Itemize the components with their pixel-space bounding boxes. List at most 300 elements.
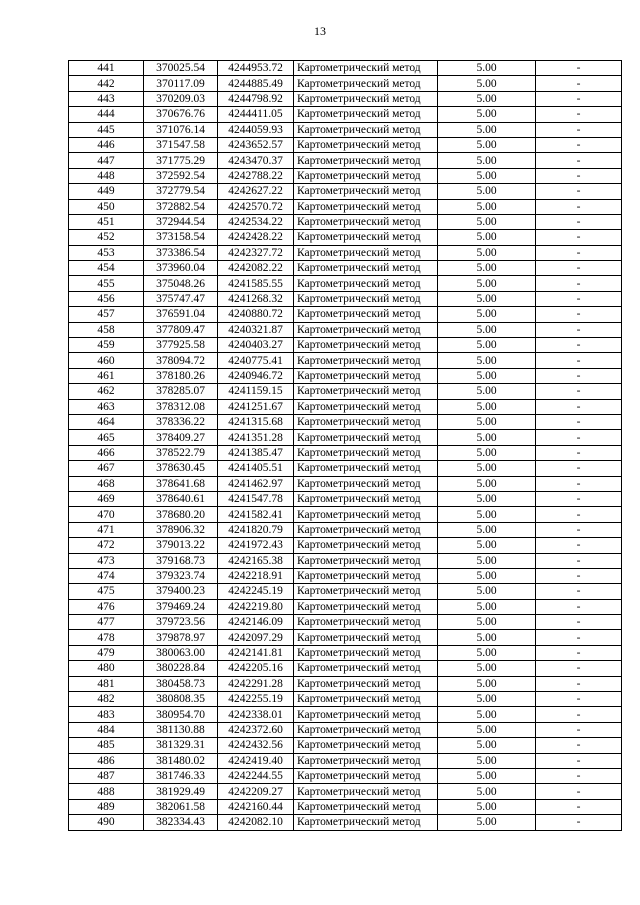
method-cell: Картометрический метод bbox=[294, 568, 438, 583]
description-cell: - bbox=[536, 599, 622, 614]
table-row bbox=[69, 384, 622, 399]
x-coordinate-cell: 378180.26 bbox=[144, 368, 218, 383]
description-cell: - bbox=[536, 707, 622, 722]
point-number-cell: 461 bbox=[69, 368, 144, 383]
table-row bbox=[69, 338, 622, 353]
accuracy-cell: 5.00 bbox=[438, 815, 536, 830]
x-coordinate-cell: 379323.74 bbox=[144, 568, 218, 583]
y-coordinate-cell: 4242419.40 bbox=[218, 753, 294, 768]
x-coordinate-cell: 380063.00 bbox=[144, 645, 218, 660]
method-cell: Картометрический метод bbox=[294, 553, 438, 568]
accuracy-cell: 5.00 bbox=[438, 91, 536, 106]
y-coordinate-cell: 4242255.19 bbox=[218, 692, 294, 707]
table-row bbox=[69, 399, 622, 414]
table-row bbox=[69, 738, 622, 753]
point-number-cell: 458 bbox=[69, 322, 144, 337]
description-cell: - bbox=[536, 815, 622, 830]
accuracy-cell: 5.00 bbox=[438, 291, 536, 306]
y-coordinate-cell: 4242570.72 bbox=[218, 199, 294, 214]
y-coordinate-cell: 4241820.79 bbox=[218, 522, 294, 537]
x-coordinate-cell: 382334.43 bbox=[144, 815, 218, 830]
description-cell: - bbox=[536, 338, 622, 353]
method-cell: Картометрический метод bbox=[294, 738, 438, 753]
y-coordinate-cell: 4244885.49 bbox=[218, 76, 294, 91]
point-number-cell: 441 bbox=[69, 61, 144, 76]
description-cell: - bbox=[536, 137, 622, 152]
y-coordinate-cell: 4242205.16 bbox=[218, 661, 294, 676]
description-cell: - bbox=[536, 322, 622, 337]
x-coordinate-cell: 372882.54 bbox=[144, 199, 218, 214]
method-cell: Картометрический метод bbox=[294, 153, 438, 168]
method-cell: Картометрический метод bbox=[294, 722, 438, 737]
table-row bbox=[69, 91, 622, 106]
table-row bbox=[69, 768, 622, 783]
point-number-cell: 472 bbox=[69, 538, 144, 553]
description-cell: - bbox=[536, 230, 622, 245]
y-coordinate-cell: 4240946.72 bbox=[218, 368, 294, 383]
table-row bbox=[69, 538, 622, 553]
table-row bbox=[69, 291, 622, 306]
accuracy-cell: 5.00 bbox=[438, 461, 536, 476]
table-row bbox=[69, 507, 622, 522]
accuracy-cell: 5.00 bbox=[438, 538, 536, 553]
y-coordinate-cell: 4242338.01 bbox=[218, 707, 294, 722]
x-coordinate-cell: 370117.09 bbox=[144, 76, 218, 91]
description-cell: - bbox=[536, 676, 622, 691]
x-coordinate-cell: 381480.02 bbox=[144, 753, 218, 768]
accuracy-cell: 5.00 bbox=[438, 584, 536, 599]
x-coordinate-cell: 376591.04 bbox=[144, 307, 218, 322]
description-cell: - bbox=[536, 615, 622, 630]
accuracy-cell: 5.00 bbox=[438, 738, 536, 753]
table-row bbox=[69, 676, 622, 691]
x-coordinate-cell: 378522.79 bbox=[144, 445, 218, 460]
accuracy-cell: 5.00 bbox=[438, 568, 536, 583]
description-cell: - bbox=[536, 753, 622, 768]
point-number-cell: 465 bbox=[69, 430, 144, 445]
table-row bbox=[69, 61, 622, 76]
y-coordinate-cell: 4244798.92 bbox=[218, 91, 294, 106]
description-cell: - bbox=[536, 768, 622, 783]
accuracy-cell: 5.00 bbox=[438, 676, 536, 691]
table-row bbox=[69, 815, 622, 830]
accuracy-cell: 5.00 bbox=[438, 245, 536, 260]
x-coordinate-cell: 379469.24 bbox=[144, 599, 218, 614]
method-cell: Картометрический метод bbox=[294, 430, 438, 445]
table-row bbox=[69, 584, 622, 599]
table-row bbox=[69, 353, 622, 368]
x-coordinate-cell: 380954.70 bbox=[144, 707, 218, 722]
accuracy-cell: 5.00 bbox=[438, 368, 536, 383]
description-cell: - bbox=[536, 76, 622, 91]
accuracy-cell: 5.00 bbox=[438, 722, 536, 737]
accuracy-cell: 5.00 bbox=[438, 753, 536, 768]
table-row bbox=[69, 199, 622, 214]
accuracy-cell: 5.00 bbox=[438, 507, 536, 522]
description-cell: - bbox=[536, 214, 622, 229]
y-coordinate-cell: 4242627.22 bbox=[218, 184, 294, 199]
accuracy-cell: 5.00 bbox=[438, 168, 536, 183]
x-coordinate-cell: 378906.32 bbox=[144, 522, 218, 537]
y-coordinate-cell: 4241351.28 bbox=[218, 430, 294, 445]
x-coordinate-cell: 379878.97 bbox=[144, 630, 218, 645]
table-row bbox=[69, 368, 622, 383]
method-cell: Картометрический метод bbox=[294, 384, 438, 399]
y-coordinate-cell: 4241405.51 bbox=[218, 461, 294, 476]
x-coordinate-cell: 372779.54 bbox=[144, 184, 218, 199]
accuracy-cell: 5.00 bbox=[438, 184, 536, 199]
method-cell: Картометрический метод bbox=[294, 322, 438, 337]
y-coordinate-cell: 4242097.29 bbox=[218, 630, 294, 645]
description-cell: - bbox=[536, 645, 622, 660]
table-row bbox=[69, 168, 622, 183]
y-coordinate-cell: 4242788.22 bbox=[218, 168, 294, 183]
y-coordinate-cell: 4241547.78 bbox=[218, 491, 294, 506]
point-number-cell: 470 bbox=[69, 507, 144, 522]
description-cell: - bbox=[536, 538, 622, 553]
table-row bbox=[69, 661, 622, 676]
table-row bbox=[69, 476, 622, 491]
x-coordinate-cell: 380228.84 bbox=[144, 661, 218, 676]
method-cell: Картометрический метод bbox=[294, 184, 438, 199]
method-cell: Картометрический метод bbox=[294, 199, 438, 214]
x-coordinate-cell: 372944.54 bbox=[144, 214, 218, 229]
y-coordinate-cell: 4242146.09 bbox=[218, 615, 294, 630]
description-cell: - bbox=[536, 368, 622, 383]
accuracy-cell: 5.00 bbox=[438, 445, 536, 460]
point-number-cell: 446 bbox=[69, 137, 144, 152]
accuracy-cell: 5.00 bbox=[438, 338, 536, 353]
y-coordinate-cell: 4242244.55 bbox=[218, 768, 294, 783]
point-number-cell: 451 bbox=[69, 214, 144, 229]
x-coordinate-cell: 379723.56 bbox=[144, 615, 218, 630]
x-coordinate-cell: 379400.23 bbox=[144, 584, 218, 599]
coordinates-table-body bbox=[69, 61, 622, 831]
table-row bbox=[69, 414, 622, 429]
method-cell: Картометрический метод bbox=[294, 107, 438, 122]
method-cell: Картометрический метод bbox=[294, 414, 438, 429]
point-number-cell: 471 bbox=[69, 522, 144, 537]
y-coordinate-cell: 4241159.15 bbox=[218, 384, 294, 399]
y-coordinate-cell: 4242218.91 bbox=[218, 568, 294, 583]
table-row bbox=[69, 76, 622, 91]
point-number-cell: 459 bbox=[69, 338, 144, 353]
y-coordinate-cell: 4241585.55 bbox=[218, 276, 294, 291]
y-coordinate-cell: 4241582.41 bbox=[218, 507, 294, 522]
description-cell: - bbox=[536, 507, 622, 522]
description-cell: - bbox=[536, 461, 622, 476]
y-coordinate-cell: 4241385.47 bbox=[218, 445, 294, 460]
description-cell: - bbox=[536, 276, 622, 291]
accuracy-cell: 5.00 bbox=[438, 384, 536, 399]
description-cell: - bbox=[536, 692, 622, 707]
accuracy-cell: 5.00 bbox=[438, 199, 536, 214]
x-coordinate-cell: 380458.73 bbox=[144, 676, 218, 691]
table-row bbox=[69, 461, 622, 476]
accuracy-cell: 5.00 bbox=[438, 630, 536, 645]
description-cell: - bbox=[536, 261, 622, 276]
y-coordinate-cell: 4240321.87 bbox=[218, 322, 294, 337]
method-cell: Картометрический метод bbox=[294, 522, 438, 537]
accuracy-cell: 5.00 bbox=[438, 645, 536, 660]
description-cell: - bbox=[536, 584, 622, 599]
table-row bbox=[69, 615, 622, 630]
table-row bbox=[69, 707, 622, 722]
description-cell: - bbox=[536, 61, 622, 76]
y-coordinate-cell: 4241462.97 bbox=[218, 476, 294, 491]
point-number-cell: 482 bbox=[69, 692, 144, 707]
accuracy-cell: 5.00 bbox=[438, 707, 536, 722]
description-cell: - bbox=[536, 399, 622, 414]
point-number-cell: 481 bbox=[69, 676, 144, 691]
table-row bbox=[69, 122, 622, 137]
point-number-cell: 476 bbox=[69, 599, 144, 614]
point-number-cell: 478 bbox=[69, 630, 144, 645]
table-row bbox=[69, 184, 622, 199]
method-cell: Картометрический метод bbox=[294, 753, 438, 768]
method-cell: Картометрический метод bbox=[294, 338, 438, 353]
accuracy-cell: 5.00 bbox=[438, 230, 536, 245]
point-number-cell: 467 bbox=[69, 461, 144, 476]
x-coordinate-cell: 381130.88 bbox=[144, 722, 218, 737]
method-cell: Картометрический метод bbox=[294, 291, 438, 306]
accuracy-cell: 5.00 bbox=[438, 784, 536, 799]
method-cell: Картометрический метод bbox=[294, 507, 438, 522]
point-number-cell: 445 bbox=[69, 122, 144, 137]
table-row bbox=[69, 491, 622, 506]
table-row bbox=[69, 568, 622, 583]
table-row bbox=[69, 322, 622, 337]
y-coordinate-cell: 4242327.72 bbox=[218, 245, 294, 260]
table-row bbox=[69, 645, 622, 660]
description-cell: - bbox=[536, 445, 622, 460]
description-cell: - bbox=[536, 661, 622, 676]
point-number-cell: 463 bbox=[69, 399, 144, 414]
y-coordinate-cell: 4242291.28 bbox=[218, 676, 294, 691]
y-coordinate-cell: 4241268.32 bbox=[218, 291, 294, 306]
x-coordinate-cell: 373386.54 bbox=[144, 245, 218, 260]
method-cell: Картометрический метод bbox=[294, 214, 438, 229]
table-row bbox=[69, 722, 622, 737]
description-cell: - bbox=[536, 630, 622, 645]
point-number-cell: 460 bbox=[69, 353, 144, 368]
accuracy-cell: 5.00 bbox=[438, 276, 536, 291]
accuracy-cell: 5.00 bbox=[438, 799, 536, 814]
accuracy-cell: 5.00 bbox=[438, 153, 536, 168]
y-coordinate-cell: 4242082.22 bbox=[218, 261, 294, 276]
method-cell: Картометрический метод bbox=[294, 230, 438, 245]
y-coordinate-cell: 4243652.57 bbox=[218, 137, 294, 152]
x-coordinate-cell: 378094.72 bbox=[144, 353, 218, 368]
method-cell: Картометрический метод bbox=[294, 768, 438, 783]
accuracy-cell: 5.00 bbox=[438, 553, 536, 568]
accuracy-cell: 5.00 bbox=[438, 491, 536, 506]
accuracy-cell: 5.00 bbox=[438, 322, 536, 337]
point-number-cell: 443 bbox=[69, 91, 144, 106]
y-coordinate-cell: 4244411.05 bbox=[218, 107, 294, 122]
point-number-cell: 450 bbox=[69, 199, 144, 214]
method-cell: Картометрический метод bbox=[294, 599, 438, 614]
point-number-cell: 442 bbox=[69, 76, 144, 91]
x-coordinate-cell: 378680.20 bbox=[144, 507, 218, 522]
method-cell: Картометрический метод bbox=[294, 476, 438, 491]
method-cell: Картометрический метод bbox=[294, 353, 438, 368]
table-row bbox=[69, 692, 622, 707]
x-coordinate-cell: 371076.14 bbox=[144, 122, 218, 137]
description-cell: - bbox=[536, 91, 622, 106]
x-coordinate-cell: 377809.47 bbox=[144, 322, 218, 337]
description-cell: - bbox=[536, 414, 622, 429]
method-cell: Картометрический метод bbox=[294, 461, 438, 476]
y-coordinate-cell: 4242141.81 bbox=[218, 645, 294, 660]
y-coordinate-cell: 4242165.38 bbox=[218, 553, 294, 568]
x-coordinate-cell: 381746.33 bbox=[144, 768, 218, 783]
method-cell: Картометрический метод bbox=[294, 645, 438, 660]
point-number-cell: 474 bbox=[69, 568, 144, 583]
table-row bbox=[69, 599, 622, 614]
y-coordinate-cell: 4242534.22 bbox=[218, 214, 294, 229]
point-number-cell: 453 bbox=[69, 245, 144, 260]
description-cell: - bbox=[536, 476, 622, 491]
accuracy-cell: 5.00 bbox=[438, 61, 536, 76]
page-number: 13 bbox=[314, 24, 326, 38]
point-number-cell: 454 bbox=[69, 261, 144, 276]
y-coordinate-cell: 4243470.37 bbox=[218, 153, 294, 168]
description-cell: - bbox=[536, 245, 622, 260]
point-number-cell: 462 bbox=[69, 384, 144, 399]
point-number-cell: 490 bbox=[69, 815, 144, 830]
method-cell: Картометрический метод bbox=[294, 368, 438, 383]
point-number-cell: 448 bbox=[69, 168, 144, 183]
table-row bbox=[69, 522, 622, 537]
description-cell: - bbox=[536, 568, 622, 583]
table-row bbox=[69, 137, 622, 152]
description-cell: - bbox=[536, 491, 622, 506]
table-row bbox=[69, 230, 622, 245]
accuracy-cell: 5.00 bbox=[438, 661, 536, 676]
y-coordinate-cell: 4242428.22 bbox=[218, 230, 294, 245]
x-coordinate-cell: 380808.35 bbox=[144, 692, 218, 707]
accuracy-cell: 5.00 bbox=[438, 122, 536, 137]
method-cell: Картометрический метод bbox=[294, 615, 438, 630]
y-coordinate-cell: 4240880.72 bbox=[218, 307, 294, 322]
description-cell: - bbox=[536, 153, 622, 168]
description-cell: - bbox=[536, 107, 622, 122]
y-coordinate-cell: 4242372.60 bbox=[218, 722, 294, 737]
x-coordinate-cell: 379168.73 bbox=[144, 553, 218, 568]
y-coordinate-cell: 4242432.56 bbox=[218, 738, 294, 753]
accuracy-cell: 5.00 bbox=[438, 615, 536, 630]
accuracy-cell: 5.00 bbox=[438, 414, 536, 429]
accuracy-cell: 5.00 bbox=[438, 214, 536, 229]
x-coordinate-cell: 378630.45 bbox=[144, 461, 218, 476]
point-number-cell: 468 bbox=[69, 476, 144, 491]
accuracy-cell: 5.00 bbox=[438, 76, 536, 91]
y-coordinate-cell: 4242082.10 bbox=[218, 815, 294, 830]
x-coordinate-cell: 379013.22 bbox=[144, 538, 218, 553]
y-coordinate-cell: 4241251.67 bbox=[218, 399, 294, 414]
table-row bbox=[69, 445, 622, 460]
point-number-cell: 485 bbox=[69, 738, 144, 753]
x-coordinate-cell: 382061.58 bbox=[144, 799, 218, 814]
x-coordinate-cell: 378285.07 bbox=[144, 384, 218, 399]
table-row bbox=[69, 430, 622, 445]
method-cell: Картометрический метод bbox=[294, 692, 438, 707]
method-cell: Картометрический метод bbox=[294, 707, 438, 722]
point-number-cell: 484 bbox=[69, 722, 144, 737]
point-number-cell: 469 bbox=[69, 491, 144, 506]
point-number-cell: 456 bbox=[69, 291, 144, 306]
y-coordinate-cell: 4240403.27 bbox=[218, 338, 294, 353]
method-cell: Картометрический метод bbox=[294, 245, 438, 260]
description-cell: - bbox=[536, 307, 622, 322]
method-cell: Картометрический метод bbox=[294, 676, 438, 691]
accuracy-cell: 5.00 bbox=[438, 307, 536, 322]
method-cell: Картометрический метод bbox=[294, 491, 438, 506]
accuracy-cell: 5.00 bbox=[438, 261, 536, 276]
y-coordinate-cell: 4241315.68 bbox=[218, 414, 294, 429]
y-coordinate-cell: 4240775.41 bbox=[218, 353, 294, 368]
table-row bbox=[69, 107, 622, 122]
point-number-cell: 479 bbox=[69, 645, 144, 660]
accuracy-cell: 5.00 bbox=[438, 476, 536, 491]
accuracy-cell: 5.00 bbox=[438, 522, 536, 537]
accuracy-cell: 5.00 bbox=[438, 692, 536, 707]
point-number-cell: 489 bbox=[69, 799, 144, 814]
y-coordinate-cell: 4244059.93 bbox=[218, 122, 294, 137]
description-cell: - bbox=[536, 799, 622, 814]
x-coordinate-cell: 378641.68 bbox=[144, 476, 218, 491]
x-coordinate-cell: 372592.54 bbox=[144, 168, 218, 183]
description-cell: - bbox=[536, 168, 622, 183]
accuracy-cell: 5.00 bbox=[438, 399, 536, 414]
accuracy-cell: 5.00 bbox=[438, 430, 536, 445]
table-row bbox=[69, 630, 622, 645]
y-coordinate-cell: 4242209.27 bbox=[218, 784, 294, 799]
x-coordinate-cell: 370676.76 bbox=[144, 107, 218, 122]
method-cell: Картометрический метод bbox=[294, 661, 438, 676]
method-cell: Картометрический метод bbox=[294, 76, 438, 91]
accuracy-cell: 5.00 bbox=[438, 768, 536, 783]
y-coordinate-cell: 4244953.72 bbox=[218, 61, 294, 76]
table-row bbox=[69, 799, 622, 814]
method-cell: Картометрический метод bbox=[294, 399, 438, 414]
accuracy-cell: 5.00 bbox=[438, 137, 536, 152]
method-cell: Картометрический метод bbox=[294, 276, 438, 291]
point-number-cell: 486 bbox=[69, 753, 144, 768]
point-number-cell: 488 bbox=[69, 784, 144, 799]
description-cell: - bbox=[536, 430, 622, 445]
description-cell: - bbox=[536, 199, 622, 214]
x-coordinate-cell: 370209.03 bbox=[144, 91, 218, 106]
point-number-cell: 452 bbox=[69, 230, 144, 245]
table-row bbox=[69, 276, 622, 291]
method-cell: Картометрический метод bbox=[294, 584, 438, 599]
x-coordinate-cell: 377925.58 bbox=[144, 338, 218, 353]
description-cell: - bbox=[536, 122, 622, 137]
x-coordinate-cell: 378312.08 bbox=[144, 399, 218, 414]
table-row bbox=[69, 753, 622, 768]
x-coordinate-cell: 378409.27 bbox=[144, 430, 218, 445]
x-coordinate-cell: 373960.04 bbox=[144, 261, 218, 276]
description-cell: - bbox=[536, 353, 622, 368]
y-coordinate-cell: 4241972.43 bbox=[218, 538, 294, 553]
coordinates-table bbox=[68, 60, 622, 831]
y-coordinate-cell: 4242219.80 bbox=[218, 599, 294, 614]
description-cell: - bbox=[536, 184, 622, 199]
accuracy-cell: 5.00 bbox=[438, 107, 536, 122]
point-number-cell: 447 bbox=[69, 153, 144, 168]
